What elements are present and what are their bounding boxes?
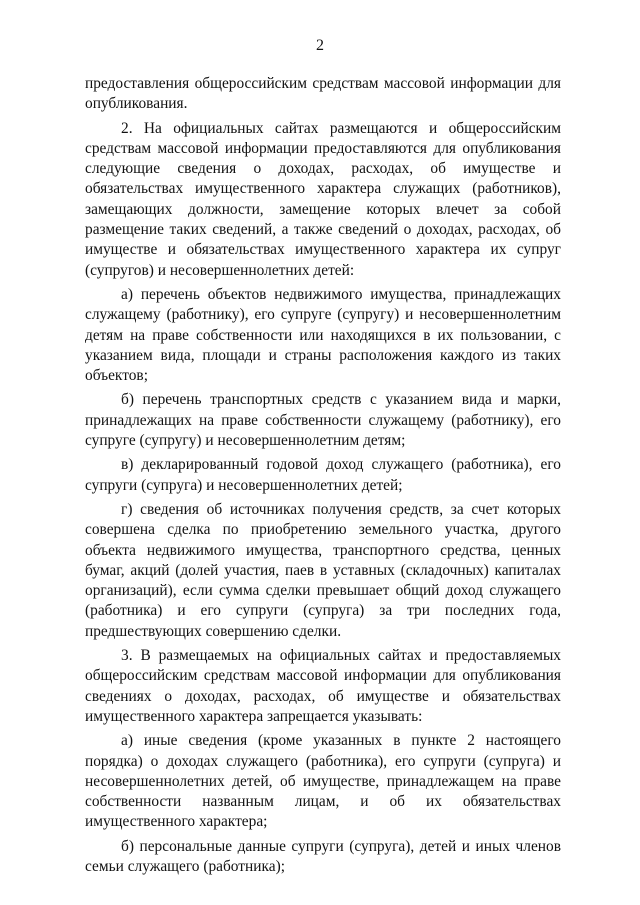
document-body [85,74,561,877]
paragraph-item-2v: в) декларированный годовой доход служащего (работника), его супруги (супруга) и несовершеннолетних детей; [85,456,561,494]
paragraph-item-3: 3. В размещаемых на официальных сайтах и предоставляемых общероссийским средствам массовой информации для опубликования сведениях о доходах, расходах, об имуществе и обязательствах имущественного характера запрещается указывать: [85,647,561,725]
paragraph-item-2a: а) перечень объектов недвижимого имущества, принадлежащих служащему (работнику), его супруге (супругу) и несовершеннолетним детям на праве собственности или находящихся в их пользовании, с указанием вида, площади и страны расположения каждого из таких объектов; [85,285,561,385]
paragraph-continuation: предоставления общероссийским средствам массовой информации для опубликования. [85,75,561,113]
paragraph-item-3b: б) персональные данные супруги (супруга), детей и иных членов семьи служащего (работника); [85,837,561,875]
paragraph-item-2: 2. На официальных сайтах размещаются и общероссийским средствам массовой информации предоставляются для опубликования следующие сведения о доходах, расходах, об имуществе и обязательствах имущественного характера служащих (работников), замещающих должности, замещение которых влечет за собой размещение таких сведений, а также сведений о доходах, расходах, об имуществе и обязательствах имущественного характера их супруг (супругов) и несовершеннолетних детей: [85,119,561,279]
paragraph-item-2b: б) перечень транспортных средств с указанием вида и марки, принадлежащих на праве собственности служащему (работнику), его супруге (супругу) и несовершеннолетним детям; [85,391,561,450]
paragraph-item-3a: а) иные сведения (кроме указанных в пункте 2 настоящего порядка) о доходах служащего (работника), его супруги (супруга) и несовершеннолетних детей, об имуществе, принадлежащем на праве собственности названным лицам, и об их обязательствах имущественного характера; [85,732,561,831]
paragraph-item-2g: г) сведения об источниках получения средств, за счет которых совершена сделка по приобретению земельного участка, другого объекта недвижимого имущества, транспортного средства, ценных бумаг, акций (долей участия, паев в уставных (складочных) капиталах организаций), если сумма сделки превышает общий доход служащего (работника) и его супруги (супруга) за три последних года, предшествующих совершению сделки. [85,500,561,640]
page-number: 2 [316,37,324,54]
